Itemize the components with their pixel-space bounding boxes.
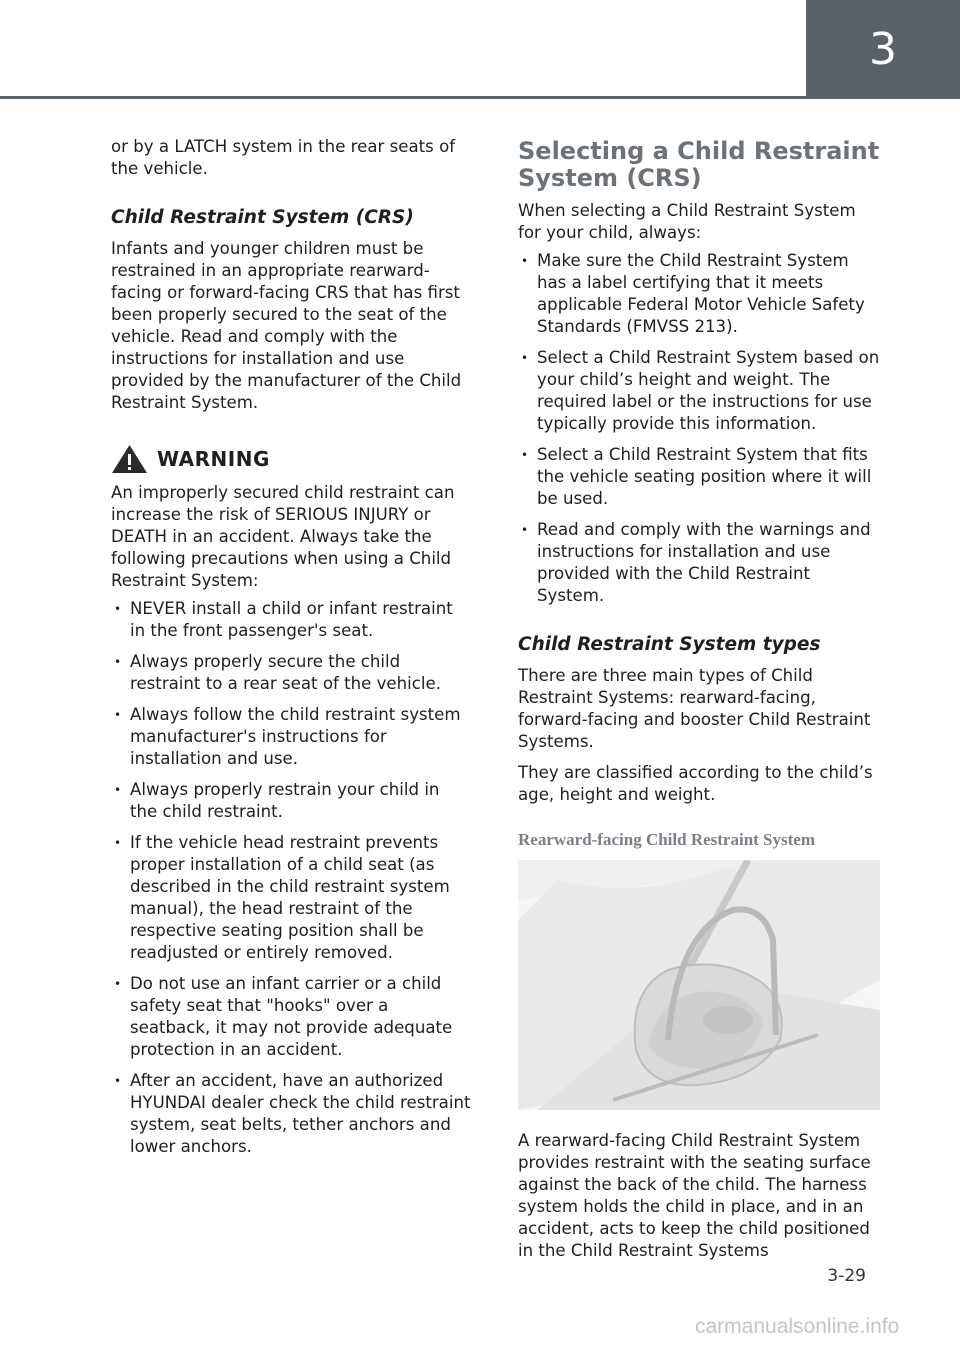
types-paragraph-2: They are classified according to the child’s age, height and weight. <box>518 763 873 804</box>
types-heading: Child Restraint System types <box>518 634 821 655</box>
list-item: • Always properly restrain your child in the child restraint. <box>111 779 471 823</box>
chapter-tab <box>806 0 960 99</box>
warning-paragraph: An improperly secured child restraint can increase the risk of SERIOUS INJURY or DEATH in an accident. Always take the following precautions when using a Child Restraint System: <box>111 483 455 590</box>
rear-facing-paragraph: A rearward-facing Child Restraint System provides restraint with the seating surface against the back of the child. The harness system holds the child in place, and in an accident, acts to keep the child positioned in the Child Restraint Systems <box>518 1131 871 1260</box>
types-paragraph: There are three main types of Child Restraint Systems: rearward-facing, forward-facing and booster Child Restraint Systems. <box>518 666 871 751</box>
list-item: • Select a Child Restraint System that fits the vehicle seating position where it will be used. <box>518 444 880 510</box>
rear-facing-seat-illustration <box>518 860 880 1110</box>
figure-caption: Rearward-facing Child Restraint System <box>518 830 815 849</box>
list-item: • Always follow the child restraint system manufacturer's instructions for installation and use. <box>111 704 471 770</box>
list-item: • Always properly secure the child restraint to a rear seat of the vehicle. <box>111 651 471 695</box>
warning-triangle-icon <box>111 444 148 474</box>
warning-list <box>111 598 471 1158</box>
chapter-number: 3 <box>869 24 897 75</box>
select-list <box>518 250 880 607</box>
crs-heading: Child Restraint System (CRS) <box>111 207 414 228</box>
list-item: • Read and comply with the warnings and instructions for installation and use provided with the Child Restraint System. <box>518 519 880 607</box>
intro-paragraph: or by a LATCH system in the rear seats of the vehicle. <box>111 137 456 178</box>
section-title: Selecting a Child Restraint System (CRS) <box>518 137 880 192</box>
list-item: • After an accident, have an authorized HYUNDAI dealer check the child restraint system, seat belts, tether anchors and lower anchors. <box>111 1070 471 1158</box>
warning-header <box>111 444 471 474</box>
select-intro: When selecting a Child Restraint System for your child, always: <box>518 201 856 242</box>
watermark: carmanualsonline.info <box>695 1315 900 1338</box>
list-item: • Do not use an infant carrier or a child safety seat that "hooks" over a seatback, it may not provide adequate protection in an accident. <box>111 973 471 1061</box>
list-item: • If the vehicle head restraint prevents proper installation of a child seat (as described in the child restraint system manual), the head restraint of the respective seating position shall be readjusted or entirely removed. <box>111 832 471 964</box>
warning-label: WARNING <box>157 447 270 471</box>
left-column <box>111 136 471 1167</box>
list-item: • Select a Child Restraint System based on your child’s height and weight. The required label or the instructions for use typically provide this information. <box>518 347 880 435</box>
list-item: • Make sure the Child Restraint System has a label certifying that it meets applicable Federal Motor Vehicle Safety Standards (FMVSS 213). <box>518 250 880 338</box>
page-number: 3-29 <box>827 1266 866 1286</box>
list-item: • NEVER install a child or infant restraint in the front passenger's seat. <box>111 598 471 642</box>
header-rule <box>0 96 806 99</box>
right-column <box>518 136 880 1262</box>
crs-paragraph: Infants and younger children must be restrained in an appropriate rearward-facing or forward-facing CRS that has first been properly secured to the seat of the vehicle. Read and comply with the instructions for installation and use provided by the manufacturer of the Child Restraint System. <box>111 239 462 412</box>
